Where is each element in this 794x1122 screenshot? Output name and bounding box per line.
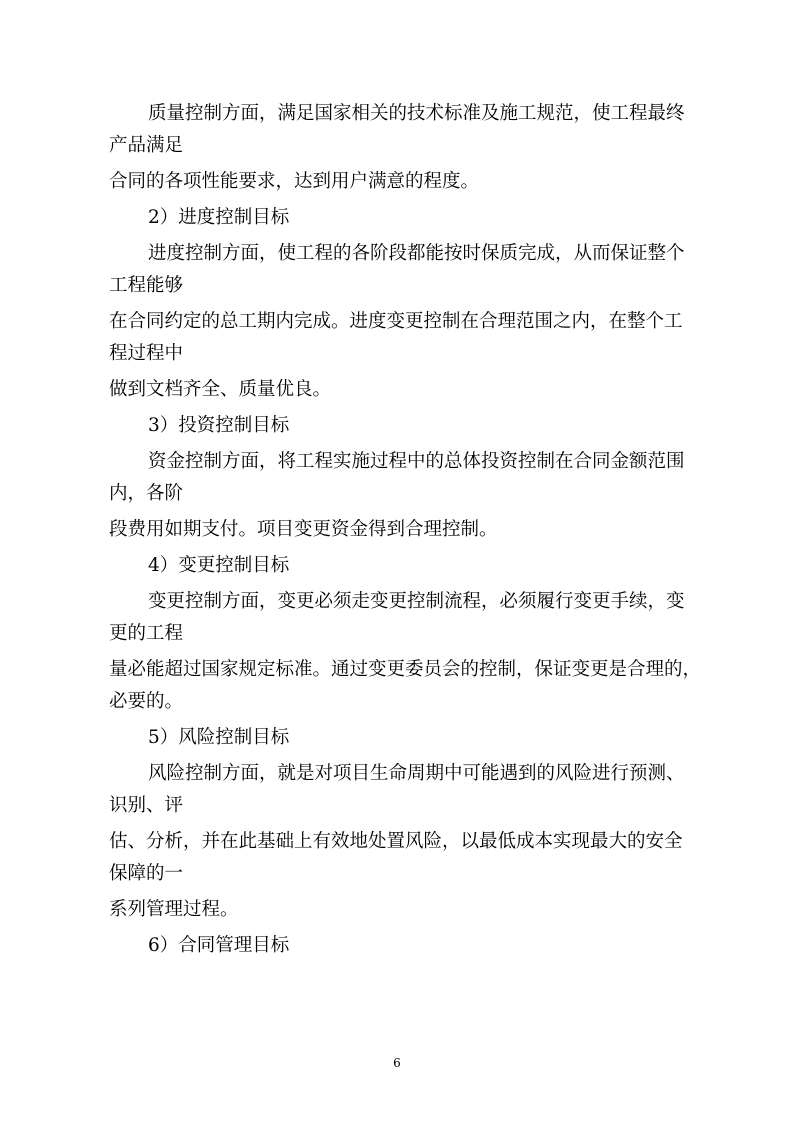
paragraph-line: 进度控制方面，使工程的各阶段都能按时保质完成，从而保证整个 [148, 243, 685, 264]
paragraph-line: 识别、评 [109, 795, 184, 816]
paragraph-line: 更的工程 [109, 623, 184, 644]
paragraph-line: 内，各阶 [109, 483, 184, 504]
section-heading: 5）风险控制目标 [148, 727, 290, 748]
section-heading: 4）变更控制目标 [148, 555, 290, 576]
section-heading: 6）合同管理目标 [148, 935, 290, 956]
paragraph-line: 产品满足 [109, 135, 184, 156]
paragraph-line: 系列管理过程。 [109, 899, 239, 920]
paragraph-line: 工程能够 [109, 275, 184, 296]
paragraph-line: 在合同约定的总工期内完成。进度变更控制在合理范围之内，在整个工 [109, 311, 683, 332]
paragraph-line: 量必能超过国家规定标准。通过变更委员会的控制，保证变更是合理的， [109, 659, 702, 680]
paragraph-line: 质量控制方面，满足国家相关的技术标准及施工规范，使工程最终 [148, 103, 685, 124]
page-number: 6 [393, 1056, 401, 1070]
paragraph-line: 做到文档齐全、质量优良。 [109, 379, 332, 400]
paragraph-line: 合同的各项性能要求，达到用户满意的程度。 [109, 171, 480, 192]
paragraph-line: 估、分析，并在此基础上有效地处置风险，以最低成本实现最大的安全 [109, 831, 683, 852]
section-heading: 3）投资控制目标 [148, 415, 290, 436]
paragraph-line: 必要的。 [109, 691, 184, 712]
paragraph-line: 保障的一 [109, 863, 184, 884]
paragraph-line: 资金控制方面，将工程实施过程中的总体投资控制在合同金额范围 [148, 451, 685, 472]
paragraph-line: 风险控制方面，就是对项目生命周期中可能遇到的风险进行预测、 [148, 763, 685, 784]
paragraph-line: 程过程中 [109, 343, 184, 364]
paragraph-line: 变更控制方面，变更必须走变更控制流程，必须履行变更手续，变 [148, 591, 685, 612]
section-heading: 2）进度控制目标 [148, 207, 290, 228]
paragraph-line: 段费用如期支付。项目变更资金得到合理控制。 [109, 519, 498, 540]
